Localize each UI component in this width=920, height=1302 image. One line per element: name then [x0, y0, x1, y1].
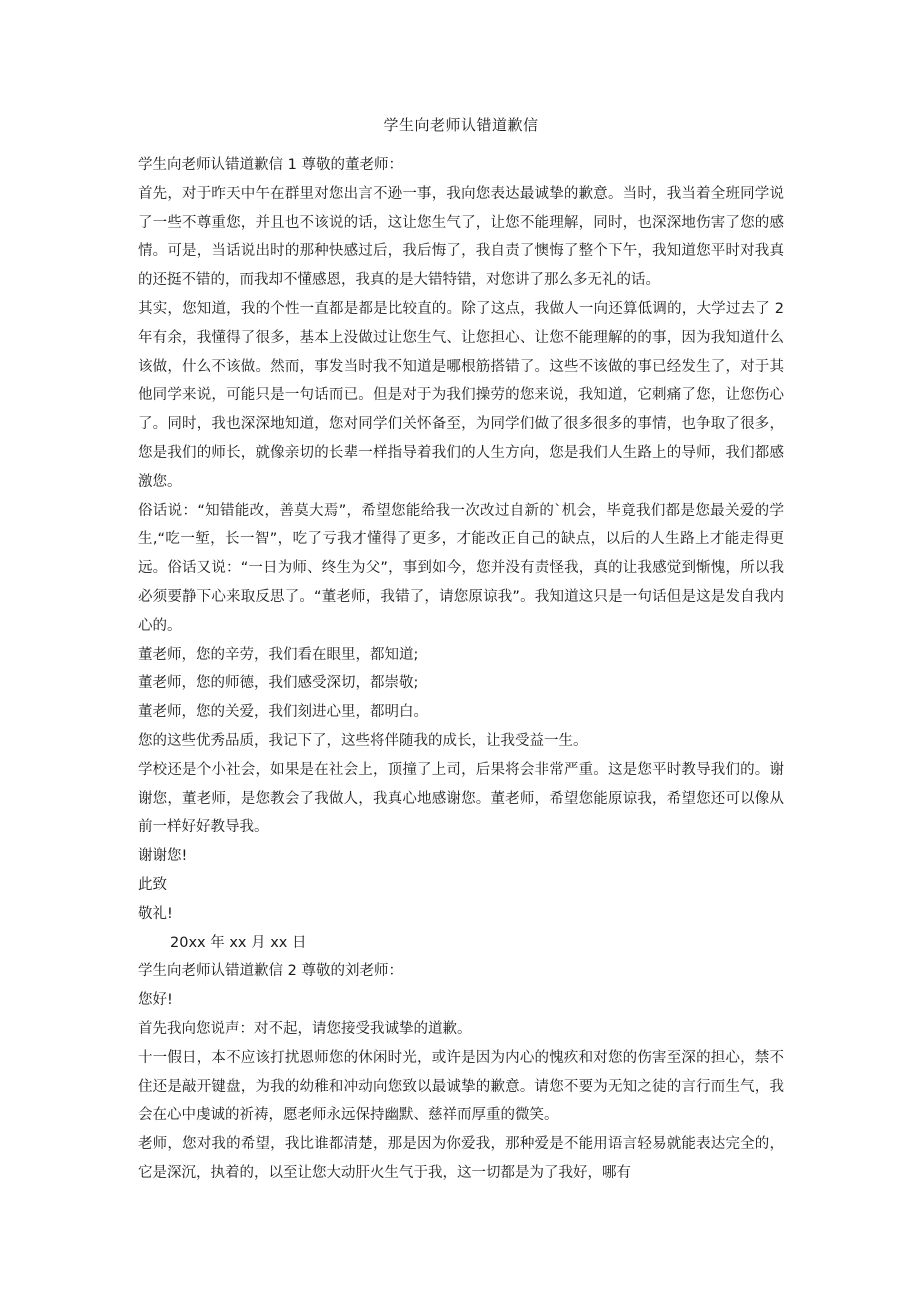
paragraph: 董老师，您的关爱，我们刻进心里，都明白。 [138, 704, 428, 721]
paragraph: 其实，您知道，我的个性一直都是都是比较直的。除了这点，我做人一向还算低调的，大学过去了 2 年有余，我懂得了很多，基本上没做过让您生气、让您担心、让您不能理解的的事，因为我知道什么该做，什么不该做。然而，事发当时我不知道是哪根筋搭错了。这些不该做的事已经发生了，对于其他同学来说，可能只是一句话而已。但是对于为我们操劳的您来说，我知道，它刺痛了您，让您伤心了。同时，我也深深地知道，您对同学们关怀备至，为同学们做了很多很多的事情，也争取了很多，您是我们的师长，就像亲切的长辈一样指导着我们的人生方向，您是我们人生路上的导师，我们都感激您。 [138, 300, 784, 490]
paragraph: 首先，对于昨天中午在群里对您出言不逊一事，我向您表达最诚挚的歉意。当时，我当着全班同学说了一些不尊重您，并且也不该说的话，这让您生气了，让您不能理解，同时，也深深地伤害了您的感情。可是，当话说出时的那种快感过后，我后悔了，我自责了懊悔了整个下午，我知道您平时对我真的还挺不错的，而我却不懂感恩，我真的是大错特错，对您讲了那么多无礼的话。 [138, 185, 784, 289]
greeting: 您好! [138, 992, 173, 1009]
paragraph: 十一假日，本不应该打扰恩师您的休闲时光，或许是因为内心的愧疚和对您的伤害至深的担心，禁不住还是敲开键盘，为我的幼稚和冲动向您致以最诚挚的歉意。请您不要为无知之徒的言行而生气，我会在心中虔诚的祈祷，愿老师永远保持幽默、慈祥而厚重的微笑。 [138, 1049, 784, 1124]
paragraph: 董老师，您的师德，我们感受深切，都崇敬; [138, 675, 419, 692]
paragraph: 您的这些优秀品质，我记下了，这些将伴随我的成长，让我受益一生。 [138, 732, 588, 749]
letter-date: 20xx 年 xx 月 xx 日 [170, 934, 307, 951]
closing-regards: 敬礼! [138, 905, 173, 922]
paragraph: 首先我向您说声：对不起，请您接受我诚挚的道歉。 [138, 1020, 472, 1037]
paragraph: 学校还是个小社会，如果是在社会上，顶撞了上司，后果将会非常严重。这是您平时教导我们的。谢谢您，董老师，是您教会了我做人，我真心地感谢您。董老师，希望您能原谅我，希望您还可以像从前一样好好教导我。 [138, 761, 784, 836]
letter-2-heading: 学生向老师认错道歉信 2 尊敬的刘老师： [138, 963, 403, 980]
letter-1-heading: 学生向老师认错道歉信 1 尊敬的董老师： [138, 157, 403, 173]
paragraph: 俗话说：“知错能改，善莫大焉”，希望您能给我一次改过自新的`机会，毕竟我们都是您最关爱的学生,“吃一堑，长一智”，吃了亏我才懂得了更多，才能改正自己的缺点，以后的人生路上才能走得更远。俗话又说：“一日为师、终生为父”，事到如今，您并没有责怪我，真的让我感觉到惭愧，所以我必须要静下心来取反思了。“董老师，我错了，请您原谅我”。我知道这只是一句话但是这是发自我内心的。 [138, 502, 784, 634]
document-page [138, 113, 784, 1188]
document-title: 学生向老师认错道歉信 [383, 116, 539, 134]
closing-thanks: 谢谢您! [138, 848, 188, 865]
paragraph: 老师，您对我的希望，我比谁都清楚，那是因为你爱我，那种爱是不能用语言轻易就能表达完全的，它是深沉，执着的，以至让您大动肝火生气于我，这一切都是为了我好，哪有 [138, 1136, 784, 1181]
paragraph: 董老师，您的辛劳，我们看在眼里，都知道; [138, 646, 419, 663]
document-body [138, 151, 784, 1188]
closing-salutation: 此致 [138, 876, 167, 893]
